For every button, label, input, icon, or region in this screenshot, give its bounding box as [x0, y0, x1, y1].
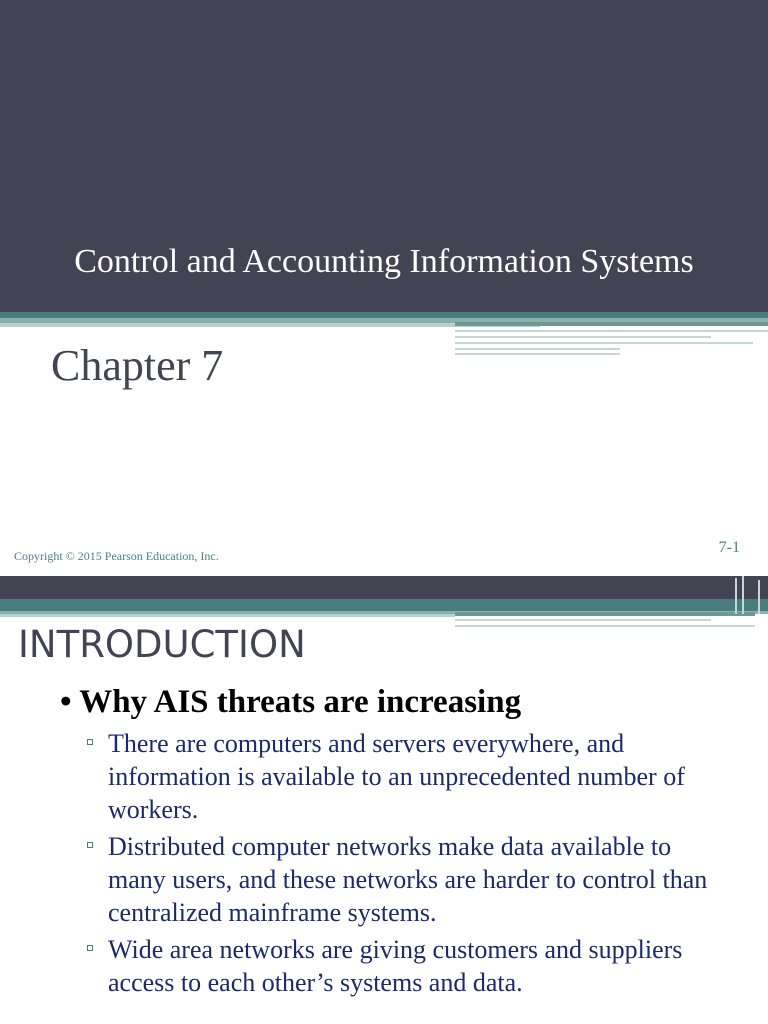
decorative-line — [742, 576, 744, 614]
decorative-line — [455, 348, 620, 350]
teal-band-pale — [0, 614, 455, 617]
sub-bullet-text: There are computers and servers everywhere, and information is available to an unprecedented number of workers. — [108, 729, 685, 824]
sub-bullet-text: Distributed computer networks make data available to many users, and these networks are harder to control than centralized mainframe systems. — [108, 832, 708, 927]
slide-title: Control and Accounting Information Systems — [74, 243, 694, 280]
content-slide — [0, 576, 768, 1024]
sub-bullet-item — [84, 830, 734, 929]
sub-bullet-text: Wide area networks are giving customers and suppliers access to each other’s systems and data. — [108, 935, 683, 997]
teal-band — [0, 599, 768, 611]
main-bullet: • Why AIS threats are increasing — [60, 684, 522, 720]
decorative-line — [455, 353, 620, 355]
decorative-line — [455, 625, 755, 627]
section-heading: INTRODUCTION — [18, 623, 306, 666]
sub-bullet-item — [84, 727, 734, 826]
decorative-line — [455, 330, 768, 332]
top-band — [0, 576, 768, 599]
decorative-line — [455, 342, 753, 344]
decorative-line — [455, 336, 711, 338]
square-bullet-icon — [87, 842, 93, 848]
page-number: 7-1 — [718, 539, 740, 556]
square-bullet-icon — [87, 739, 93, 745]
decorative-line — [758, 580, 760, 614]
decorative-line — [735, 578, 737, 614]
decorative-line — [455, 619, 711, 621]
sub-bullet-list — [84, 727, 734, 1003]
decorative-bar — [455, 322, 768, 326]
sub-bullet-item — [84, 933, 734, 999]
decorative-bar — [455, 612, 755, 616]
square-bullet-icon — [87, 945, 93, 951]
slide-subtitle: Chapter 7 — [51, 341, 224, 390]
copyright-notice: Copyright © 2015 Pearson Education, Inc. — [14, 549, 219, 563]
